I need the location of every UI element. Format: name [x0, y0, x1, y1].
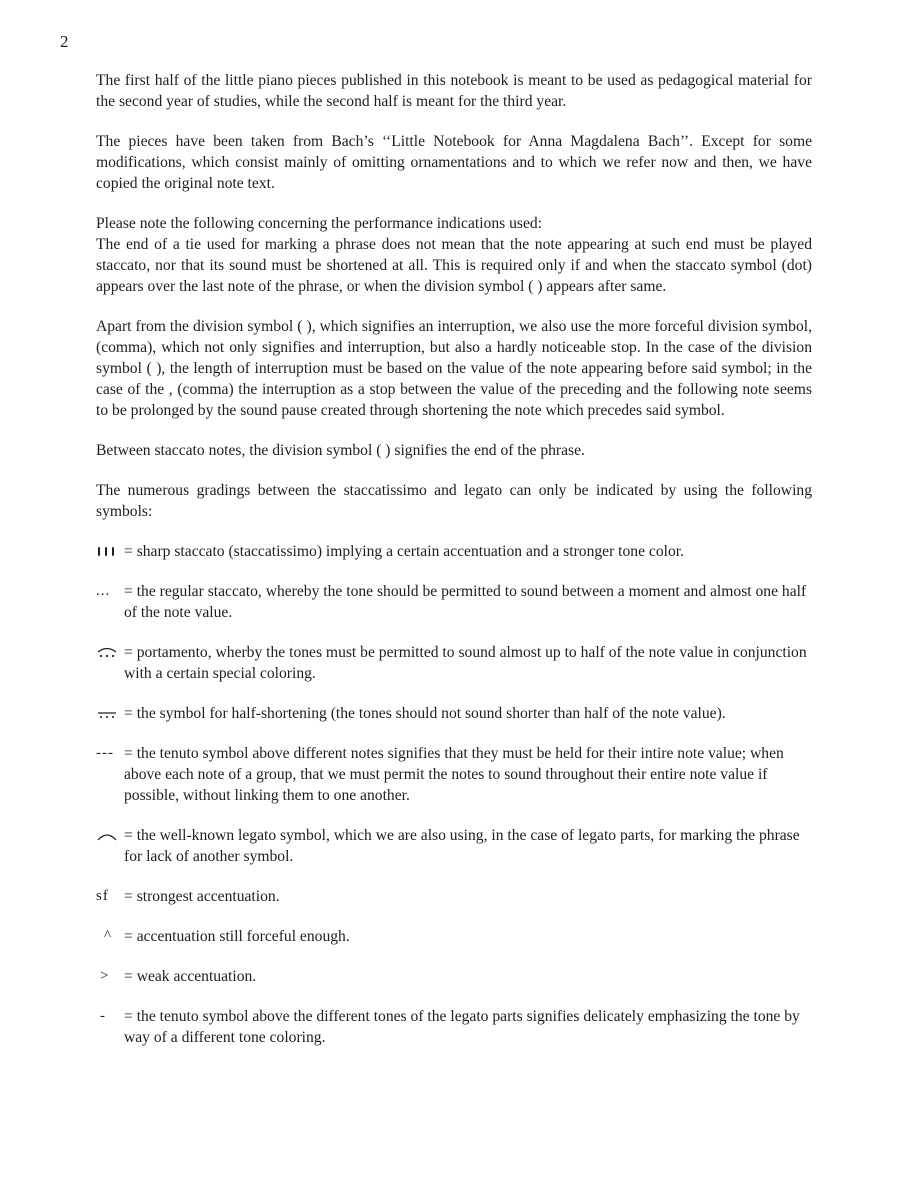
symbol-row-portamento [96, 642, 812, 684]
staccato-phrase-paragraph: Between staccato notes, the division symbol ( ) signifies the end of the phrase. [96, 442, 585, 459]
symbol-row-tenuto-group [96, 743, 812, 806]
half-shortening-icon [96, 703, 124, 724]
legato-slur-icon [96, 825, 124, 846]
page-number: 2 [60, 32, 69, 51]
symbol-row-sf [96, 886, 812, 907]
symbol-desc: = weak accentuation. [124, 968, 257, 985]
marcato-icon: ^ [104, 928, 113, 944]
symbol-desc: = strongest accentuation. [124, 888, 280, 905]
symbol-row-accent [96, 966, 812, 987]
gradings-paragraph: The numerous gradings between the staccatissimo and legato can only be indicated by using the following symbols: [96, 482, 812, 520]
intro-paragraph-2: The pieces have been taken from Bach’s ‘‘Little Notebook for Anna Magdalena Bach’’. Except for some modifications, which consist mainly of omitting ornamentations and to which we refer now and then, we have copied the original note text. [96, 133, 812, 192]
staccatissimo-icon [96, 541, 124, 562]
symbol-desc: = the tenuto symbol above different notes signifies that they must be held for their intire note value; when above each note of a group, that we must permit the notes to sound throughout their entire note value if possible, without linking them to one another. [124, 745, 784, 804]
symbol-row-staccatissimo [96, 541, 812, 562]
tenuto-dash-icon: - [100, 1008, 106, 1024]
symbol-desc: = the well-known legato symbol, which we are also using, in the case of legato parts, for marking the phrase for lack of another symbol. [124, 827, 800, 865]
symbol-desc: = portamento, wherby the tones must be permitted to sound almost up to half of the note value in conjunction with a certain special coloring. [124, 644, 807, 682]
symbol-row-half-shortening [96, 703, 812, 724]
symbol-desc: = sharp staccato (staccatissimo) implying a certain accentuation and a stronger tone color. [124, 543, 685, 560]
symbol-row-marcato [96, 926, 812, 947]
tenuto-dashes-icon: --- [96, 745, 114, 761]
tie-paragraph: The end of a tie used for marking a phrase does not mean that the note appearing at such end must be played staccato, nor that its sound must be shortened at all. This is required only if and when the staccato symbol (dot) appears over the last note of the phrase, or when the division symbol ( ) appears after same. [96, 236, 812, 295]
division-symbol-paragraph: Apart from the division symbol ( ), which signifies an interruption, we also use the more forceful division symbol, (comma), which not only signifies and interruption, but also a hardly noticeable stop. In the case of the division symbol ( ), the length of interruption must be based on the value of the note appearing before said symbol; in the case of the , (comma) the interruption as a stop between the value of the preceding and the following note seems to be prolonged by the sound pause created through shortening the note which precedes said symbol. [96, 318, 812, 419]
symbol-list [96, 541, 812, 1048]
symbol-desc: = the symbol for half-shortening (the tones should not sound shorter than half of the note value). [124, 705, 726, 722]
symbol-desc: = the regular staccato, whereby the tone should be permitted to sound between a moment and almost one half of the note value. [124, 583, 807, 621]
symbol-row-tenuto-single [96, 1006, 812, 1048]
performance-note-heading: Please note the following concerning the performance indications used: [96, 215, 543, 232]
symbol-desc: = the tenuto symbol above the different tones of the legato parts signifies delicately emphasizing the tone by way of a different tone coloring. [124, 1008, 800, 1046]
symbol-row-legato [96, 825, 812, 867]
intro-paragraph-1: The first half of the little piano pieces published in this notebook is meant to be used as pedagogical material for the second year of studies, while the second half is meant for the third year. [96, 72, 812, 110]
portamento-icon [96, 642, 124, 663]
page-body [96, 70, 812, 1067]
symbol-desc: = accentuation still forceful enough. [124, 928, 350, 945]
staccato-dots-icon: ... [96, 583, 111, 599]
accent-icon: > [100, 968, 110, 984]
symbol-row-staccato [96, 581, 812, 623]
sf-text-icon: sf [96, 888, 109, 904]
